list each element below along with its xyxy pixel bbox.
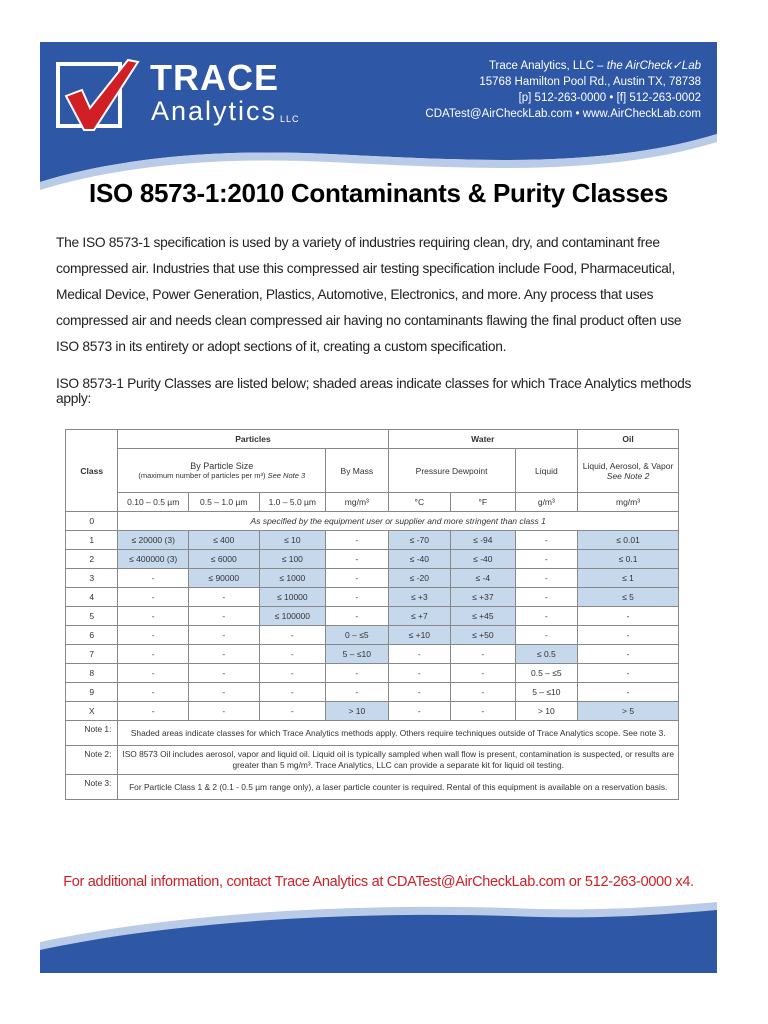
value-cell: - [259,683,326,702]
value-cell: - [326,607,389,626]
value-cell: - [188,683,259,702]
logo [54,56,300,136]
value-cell: ≤ 100 [259,550,326,569]
contact-phone: [p] 512-263-0000 • [f] 512-263-0002 [518,92,701,104]
value-cell: ≤ -20 [388,569,451,588]
value-cell: ≤ 1000 [259,569,326,588]
value-cell: > 10 [515,702,578,721]
oil-group-header: Oil [578,430,679,449]
value-cell: ≤ 400 [188,531,259,550]
value-cell: - [326,550,389,569]
class-cell: 3 [66,569,118,588]
value-cell: - [451,683,516,702]
note-label: Note 3: [66,775,118,800]
value-cell: - [188,588,259,607]
class-cell: 5 [66,607,118,626]
note-label: Note 1: [66,721,118,746]
value-cell: - [118,588,189,607]
footer-wave [40,902,717,973]
page-title: ISO 8573-1:2010 Contaminants & Purity Classes [89,178,668,208]
value-cell: - [259,664,326,683]
value-cell: 5 – ≤10 [326,645,389,664]
particles-group-header: Particles [118,430,388,449]
value-cell: - [578,683,679,702]
table-row [66,683,679,702]
value-cell: - [326,588,389,607]
value-cell: - [515,569,578,588]
value-cell: ≤ +10 [388,626,451,645]
class-cell: 4 [66,588,118,607]
note-row [66,721,679,746]
logo-name-bottom: Analytics [151,96,278,126]
logo-suffix: LLC [280,114,300,124]
value-cell: ≤ -70 [388,531,451,550]
table-row [66,645,679,664]
value-cell: ≤ +3 [388,588,451,607]
value-cell: ≤ 0.01 [578,531,679,550]
value-cell: - [259,645,326,664]
value-cell: 5 – ≤10 [515,683,578,702]
note-text: Shaded areas indicate classes for which Trace Analytics methods apply. Others require techniques outside of Trace Analytics scope. See note 3. [118,721,679,746]
value-cell: - [118,607,189,626]
value-cell: - [188,607,259,626]
value-cell: - [118,645,189,664]
note-label: Note 2: [66,746,118,775]
value-cell: - [515,607,578,626]
value-cell: - [259,702,326,721]
by-mass-header: By Mass [326,449,389,493]
value-cell: ≤ 1 [578,569,679,588]
logo-name-top: TRACE [150,57,279,98]
value-cell: - [388,683,451,702]
contact-email-web[interactable]: CDATest@AirCheckLab.com • www.AirCheckLab.com [425,108,701,120]
class-cell: 8 [66,664,118,683]
purity-classes-table [65,429,679,800]
value-cell: ≤ +37 [451,588,516,607]
value-cell: ≤ 90000 [188,569,259,588]
value-cell: ≤ -4 [451,569,516,588]
footer-banner [40,902,717,973]
particle-size-header: By Particle Size (maximum number of particles per m³) See Note 3 [118,449,326,493]
value-cell: - [388,702,451,721]
value-cell: - [118,626,189,645]
value-cell: ≤ 0.5 [515,645,578,664]
table-row [66,626,679,645]
value-cell: - [118,702,189,721]
table-row [66,569,679,588]
value-cell: - [388,664,451,683]
value-cell: - [515,588,578,607]
value-cell: - [326,664,389,683]
value-cell: - [188,664,259,683]
class-cell: 7 [66,645,118,664]
note-text: For Particle Class 1 & 2 (0.1 - 0.5 µm range only), a laser particle counter is required. Rental of this equipment is available on a reservation basis. [118,775,679,800]
value-cell: - [388,645,451,664]
value-cell: - [188,702,259,721]
value-cell: - [326,683,389,702]
table-row [66,550,679,569]
value-cell: ≤ 400000 (3) [118,550,189,569]
pressure-dewpoint-header: Pressure Dewpoint [388,449,515,493]
contact-footer-text: For additional information, contact Trace Analytics at CDATest@AirCheckLab.com or 512-263-0000 x4. [63,874,694,890]
table-row [66,531,679,550]
value-cell: - [118,569,189,588]
units-row: 0.10 – 0.5 µm 0.5 – 1.0 µm 1.0 – 5.0 µm mg/m³ °C °F g/m³ mg/m³ [66,493,679,512]
value-cell: - [578,626,679,645]
note-row [66,746,679,775]
class-cell: 9 [66,683,118,702]
value-cell: - [578,607,679,626]
contact-block [425,58,701,122]
value-cell: ≤ +45 [451,607,516,626]
value-cell: - [515,531,578,550]
contact-address: 15768 Hamilton Pool Rd., Austin TX, 78738 [479,76,701,88]
class-header: Class [66,430,118,512]
table-lead-text: ISO 8573-1 Purity Classes are listed below; shaded areas indicate classes for which Trace Analytics methods apply: [56,376,692,406]
value-cell: ≤ 10 [259,531,326,550]
note-row [66,775,679,800]
value-cell: - [451,664,516,683]
value-cell: ≤ -40 [451,550,516,569]
table-row [66,664,679,683]
note-text: ISO 8573 Oil includes aerosol, vapor and liquid oil. Liquid oil is typically sampled when wall flow is present, contamination is suspected, or results are greater than 5 mg/m³. Trace Analytics, LLC can provide a separate kit for liquid oil testing. [118,746,679,775]
value-cell: ≤ 5 [578,588,679,607]
value-cell: - [188,626,259,645]
value-cell: ≤ +50 [451,626,516,645]
liquid-header: Liquid [515,449,578,493]
class-cell: X [66,702,118,721]
class-cell: 1 [66,531,118,550]
checkmark-logo-icon [54,56,144,136]
table-row [66,702,679,721]
value-cell: - [515,626,578,645]
value-cell: ≤ -94 [451,531,516,550]
class-cell: 6 [66,626,118,645]
table-row [66,607,679,626]
class-cell: 2 [66,550,118,569]
intro-paragraph: The ISO 8573-1 specification is used by a variety of industries requiring clean, dry, and contaminant free compressed air. Industries that use this compressed air testing specification include Food, Pharmaceutical, Medical Device, Power Generation, Plastics, Automotive, Electronics, and more. Any process that uses compressed air and needs clean compressed air having no contaminants flawing the final product often use ISO 8573 in its entirety or adopt sections of it, creating a custom specification. [56,235,682,354]
value-cell: - [578,664,679,683]
value-cell: - [451,702,516,721]
value-cell: 0.5 – ≤5 [515,664,578,683]
value-cell: ≤ 6000 [188,550,259,569]
table-row [66,588,679,607]
value-cell: > 10 [326,702,389,721]
class-0-row: 0 As specified by the equipment user or supplier and more stringent than class 1 [66,512,679,531]
value-cell: 0 – ≤5 [326,626,389,645]
value-cell: - [188,645,259,664]
value-cell: - [326,569,389,588]
value-cell: ≤ -40 [388,550,451,569]
value-cell: ≤ 20000 (3) [118,531,189,550]
value-cell: ≤ 100000 [259,607,326,626]
value-cell: - [259,626,326,645]
contact-line1: Trace Analytics, LLC – the AirCheck✓Lab [488,60,701,72]
value-cell: - [515,550,578,569]
value-cell: ≤ +7 [388,607,451,626]
water-group-header: Water [388,430,578,449]
value-cell: - [578,645,679,664]
value-cell: - [326,531,389,550]
value-cell: - [118,664,189,683]
value-cell: - [118,683,189,702]
value-cell: ≤ 0.1 [578,550,679,569]
document-page [40,42,717,973]
oil-type-header: Liquid, Aerosol, & Vapor See Note 2 [578,449,679,493]
value-cell: - [451,645,516,664]
value-cell: > 5 [578,702,679,721]
value-cell: ≤ 10000 [259,588,326,607]
